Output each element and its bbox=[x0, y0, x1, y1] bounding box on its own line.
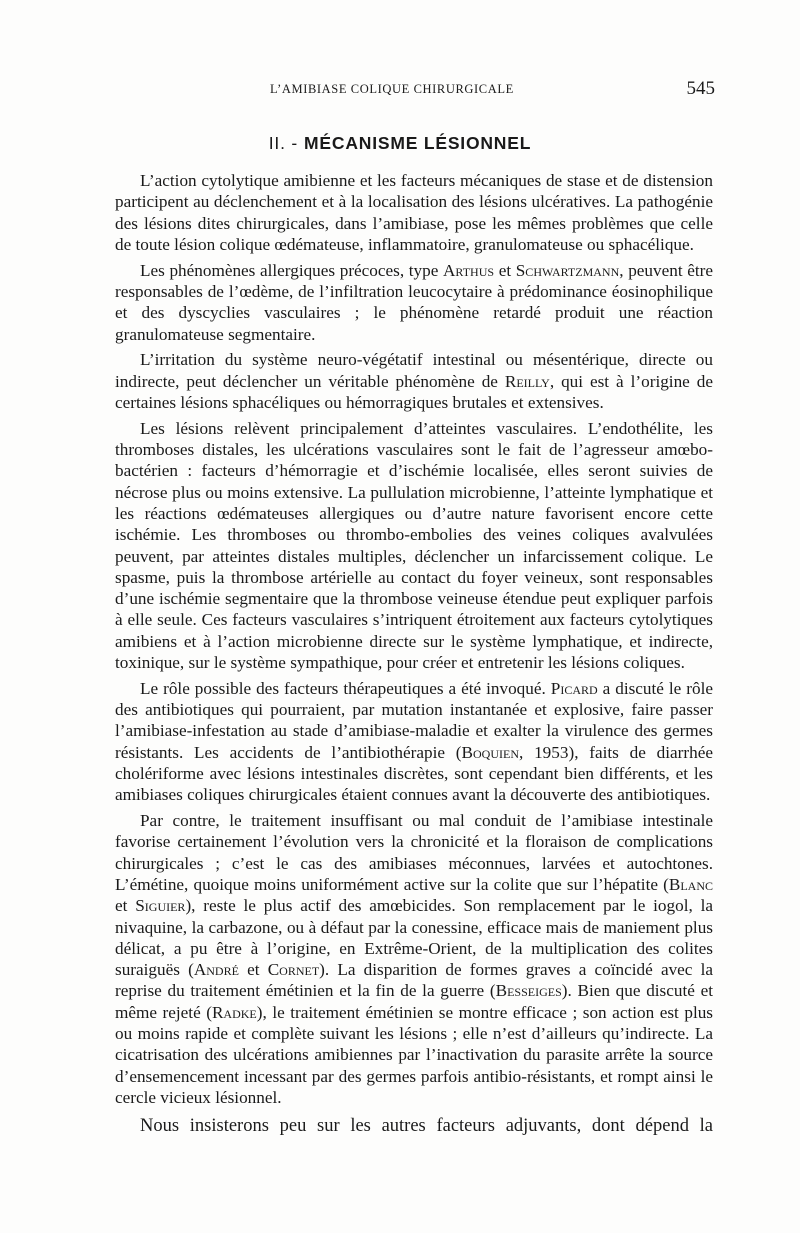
paragraph-text: , 1953), faits de diarrhée cholériforme avec lésions intestinales discrètes, sont cependant bien différents, et les amibiases coliques chirurgicales étaient connues avant la découverte des antibiotiques. bbox=[115, 742, 713, 805]
author-name: Boquien bbox=[461, 742, 519, 762]
paragraph bbox=[115, 418, 713, 674]
author-name: Reilly bbox=[504, 371, 550, 391]
paragraph-text: et bbox=[115, 896, 136, 916]
body-text bbox=[115, 170, 713, 1143]
section-title: MÉCANISME LÉSIONNEL bbox=[304, 133, 532, 153]
paragraph-text: ), le traitement émétinien se montre efficace ; son action est plus ou moins rapide et complète suivant les lésions ; elle n’est d’ailleurs qu’indirecte. La cicatrisation des ulcérations amibiennes par l’inactivation du parasite arrête la source d’ensemencement incessant par des germes parfois antibio-résistants, et rompt ainsi le cercle vicieux lésionnel. bbox=[115, 1002, 714, 1107]
paragraph-text: , qui est à l’origine de certaines lésions sphacéliques ou hémorragiques brutales et extensives. bbox=[115, 371, 713, 412]
paragraph-text: ). Bien que discuté et même rejeté ( bbox=[115, 981, 713, 1022]
paragraph-text: Nous insisterons peu sur les autres facteurs adjuvants, dont dépend la bbox=[140, 1116, 713, 1137]
running-title: L’AMIBIASE COLIQUE CHIRURGICALE bbox=[270, 82, 514, 96]
paragraph bbox=[115, 678, 713, 806]
paragraph-text: ). La disparition de formes graves a coïncidé avec la reprise du traitement émétinien et la fin de la guerre ( bbox=[115, 960, 714, 1001]
paragraph bbox=[115, 260, 713, 345]
paragraph-text: , peuvent être responsables de l’œdème, de l’infiltration leucocytaire à prédominance éosinophilique et des dyscyclies vasculaires ; le phénomène retardé produit une réaction granulomateuse segmentaire. bbox=[115, 260, 714, 344]
section-number: II. - bbox=[268, 133, 299, 153]
paragraph-text: Les lésions relèvent principalement d’atteintes vasculaires. L’endothélite, les thromboses distales, les ulcérations vasculaires sont le fait de l’agresseur amœbo-bactérien : facteurs d’hémorragie et d’ischémie localisée, elles seront suivies de nécrose plus ou moins extensive. La pullulation microbienne, l’atteinte lymphatique et les réactions œdémateuses allergiques ou d’autre nature favorisent encore cette ischémie. Les thromboses ou thrombo-embolies des veines coliques avalvulées peuvent, par atteintes distales multiples, déclencher un infarcissement colique. Le spasme, puis la thrombose artérielle au contact du foyer veineux, sont responsables d’une ischémie segmentaire que la thrombose veineuse étendue peut expliquer parfois à elle seule. Ces facteurs vasculaires s’intriquent étroitement aux facteurs cytolytiques amibiens et à l’action microbienne directe sur le système lymphatique, et indirecte, toxinique, sur le système sympathique, pour créer et entretenir les lésions coliques. bbox=[115, 418, 713, 673]
paragraph-text: et bbox=[494, 260, 516, 280]
author-name: Siguier bbox=[135, 896, 186, 916]
paragraph-text: Les phénomènes allergiques précoces, type bbox=[140, 260, 444, 280]
author-name: Schwartzmann bbox=[515, 260, 620, 280]
author-name: André bbox=[193, 960, 239, 980]
paragraph bbox=[115, 810, 713, 1108]
paragraph-text: ), reste le plus actif des amœbicides. Son remplacement par le iogol, la nivaquine, la carbazone, ou à défaut par la conessine, efficace mais de maniement plus délicat, a pu être à l’origine, en Extrême-Orient, de la multiplication des colites suraiguës ( bbox=[115, 896, 713, 980]
author-name: Blanc bbox=[668, 875, 713, 894]
paragraph-text: a discuté le rôle des antibiotiques qui pourraient, par mutation instantanée et explosive, faire passer l’amibiase-infestation au stade d’amibiase-maladie et exalter la virulence des germes résistants. Les accidents de l’antibiothérapie ( bbox=[115, 678, 713, 762]
page-number: 545 bbox=[686, 78, 715, 99]
running-head bbox=[110, 78, 715, 102]
author-name: Radke bbox=[211, 1002, 257, 1022]
paragraph-text: L’action cytolytique amibienne et les facteurs mécaniques de stase et de distension participent au déclenchement et à la localisation des lésions ulcératives. La pathogénie des lésions dites chirurgicales, dans l’amibiase, pose les mêmes problèmes que celle de toute lésion colique œdémateuse, inflammatoire, granulomateuse ou sphacélique. bbox=[115, 171, 713, 254]
paragraph bbox=[115, 349, 713, 413]
author-name: Arthus bbox=[443, 260, 495, 280]
author-name: Cornet bbox=[267, 960, 320, 980]
paragraph bbox=[115, 1114, 713, 1138]
section-heading bbox=[0, 133, 800, 154]
paragraph-text: L’irritation du système neuro-végétatif intestinal ou mésentérique, directe ou indirecte, peut déclencher un véritable phénomène de bbox=[115, 350, 713, 391]
paragraph-text: et bbox=[238, 960, 268, 980]
paragraph-text: Par contre, le traitement insuffisant ou mal conduit de l’amibiase intestinale favorise certainement l’évolution vers la chronicité et la floraison de complications chirurgicales ; c’est le cas des amibiases méconnues, larvées et autochtones. L’émétine, quoique moins uniformément active sur la colite que sur l’hépatite ( bbox=[115, 811, 713, 894]
author-name: Besseiges bbox=[495, 981, 562, 1001]
paragraph-text: Le rôle possible des facteurs thérapeutiques a été invoqué. bbox=[140, 678, 551, 698]
author-name: Picard bbox=[550, 678, 598, 698]
paragraph bbox=[115, 170, 713, 255]
